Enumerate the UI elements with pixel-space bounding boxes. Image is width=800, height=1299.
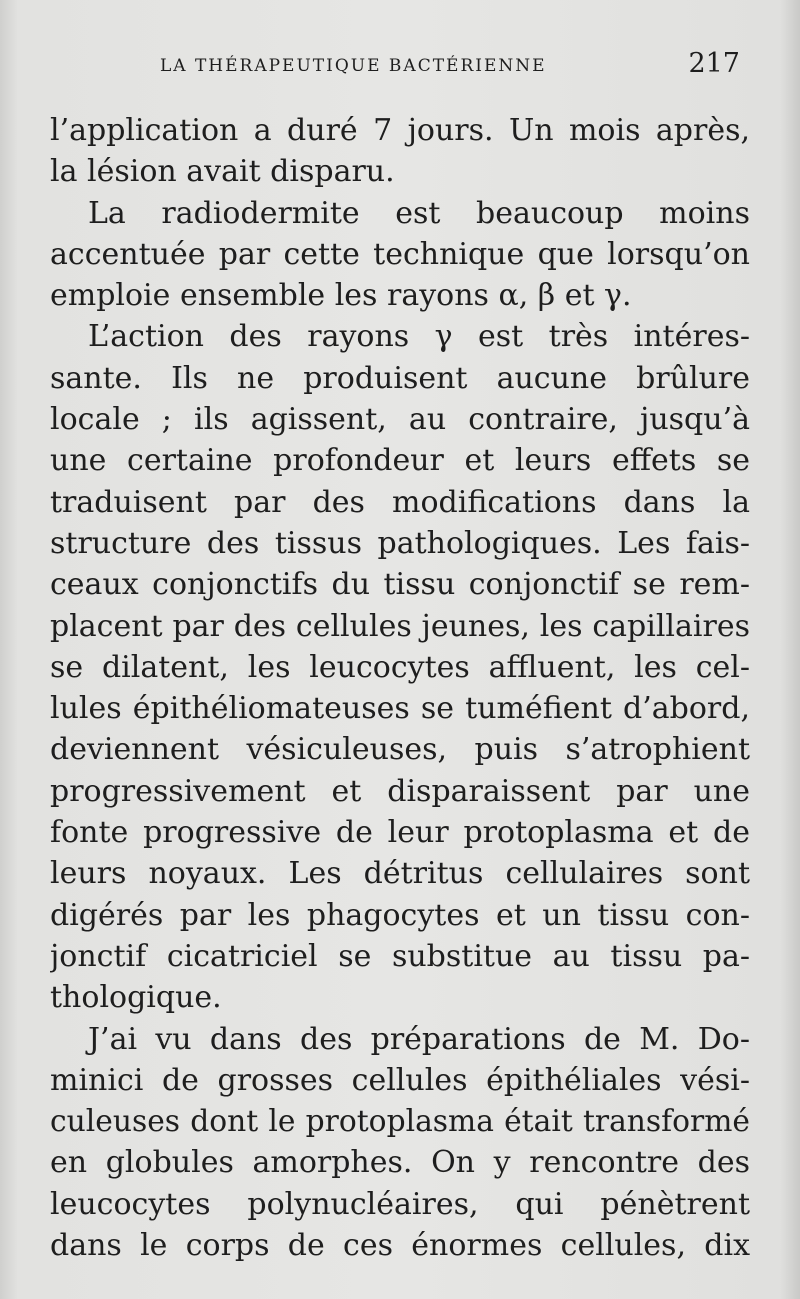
text-line: progressivement et disparaissent par une: [50, 773, 750, 809]
text-line: culeuses dont le protoplasma était transformé: [50, 1104, 750, 1140]
text-line: fonte progressive de leur protoplasma et de: [50, 815, 750, 851]
text-line: L’action des rayons γ est très intéres-: [88, 319, 750, 355]
text-line: deviennent vésiculeuses, puis s’atrophient: [50, 732, 750, 768]
text-line: leucocytes polynucléaires, qui pénètrent: [50, 1186, 750, 1222]
text-line: en globules amorphes. On y rencontre des: [50, 1145, 750, 1181]
text-line: structure des tissus pathologiques. Les fais-: [50, 525, 750, 561]
page-header: [160, 48, 740, 88]
text-line: se dilatent, les leucocytes affluent, les cel-: [50, 649, 750, 685]
text-line: J’ai vu dans des préparations de M. Do-: [88, 1021, 750, 1057]
text-line: accentuée par cette technique que lorsqu’on: [50, 236, 750, 272]
text-line: minici de grosses cellules épithéliales vési-: [50, 1062, 750, 1098]
text-line: dans le corps de ces énormes cellules, dix: [50, 1228, 750, 1264]
text-line: la lésion avait disparu.: [50, 154, 395, 190]
text-line: une certaine profondeur et leurs effets se: [50, 443, 750, 479]
text-line: leurs noyaux. Les détritus cellulaires sont: [50, 856, 750, 892]
text-line: La radiodermite est beaucoup moins: [88, 195, 750, 231]
text-line: digérés par les phagocytes et un tissu con-: [50, 897, 750, 933]
text-line: locale ; ils agissent, au contraire, jusqu’à: [50, 402, 750, 438]
body-text: [50, 110, 750, 1266]
text-line: sante. Ils ne produisent aucune brûlure: [50, 360, 750, 396]
text-line: placent par des cellules jeunes, les capillaires: [50, 608, 750, 644]
text-line: l’application a duré 7 jours. Un mois après,: [50, 113, 750, 148]
page-number: 217: [688, 48, 740, 79]
text-line: emploie ensemble les rayons α, β et γ.: [50, 278, 632, 314]
text-line: thologique.: [50, 980, 222, 1016]
text-line: traduisent par des modifications dans la: [50, 484, 750, 520]
running-title: LA THÉRAPEUTIQUE BACTÉRIENNE: [160, 56, 547, 76]
text-line: jonctif cicatriciel se substitue au tissu pa-: [50, 938, 750, 974]
text-line: ceaux conjonctifs du tissu conjonctif se rem-: [50, 567, 750, 603]
text-line: lules épithéliomateuses se tuméfient d’abord,: [50, 691, 750, 727]
